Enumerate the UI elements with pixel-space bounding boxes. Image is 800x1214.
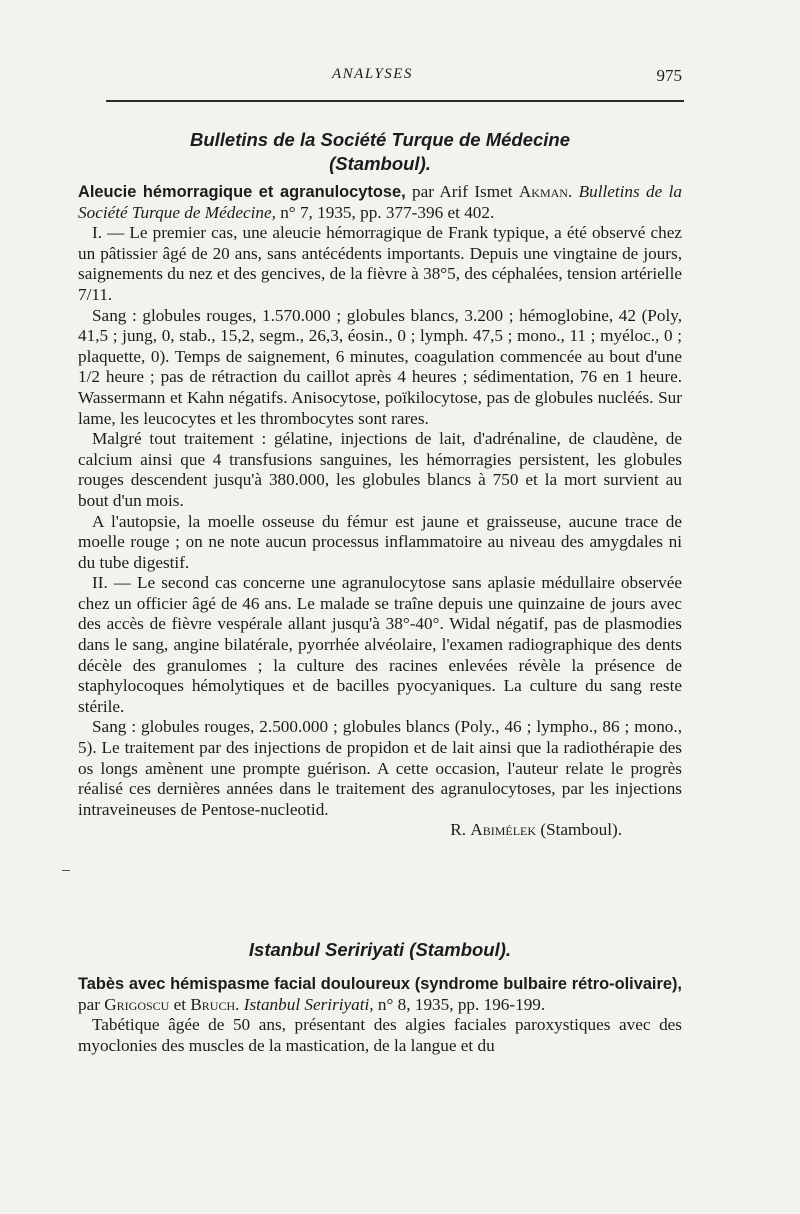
paragraph: II. — Le second cas concerne une agranulocytose sans aplasie médullaire observée chez un officier âgé de 46 ans. Le malade se traîne depuis une quinzaine de jours avec des accès de fièvre vespérale allant jusqu'à 38°-40°. Widal négatif, pas de plasmodies dans le sang, angine bilatérale, pyorrhée alvéolaire, l'examen radiographique des dents décèle des granulomes ; la culture des racines enlevées révèle la présence de staphylocoques hémolytiques et de bacilles pyocyaniques. La culture du sang reste stérile. xyxy=(78,573,682,716)
paragraph: Sang : globules rouges, 1.570.000 ; globules blancs, 3.200 ; hémoglobine, 42 (Poly, 41,5 ; jung, 0, stab., 15,2, segm., 26,3, éosin., 0 ; lymph. 47,5 ; mono., 11 ; myéloc., 0 ; plaquette, 0). Temps de saignement, 6 minutes, coagulation commencée au bout d'une 1/2 heure ; pas de rétraction du caillot après 4 heures ; sédimentation, 76 en 1 heure. Wassermann et Kahn négatifs. Anisocytose, poïkilocytose, pas de globules nucléés. Sur lame, les leucocytes et les thrombocytes sont rares. xyxy=(78,305,682,428)
page-number: 975 xyxy=(656,66,682,85)
article-block-1 xyxy=(78,182,682,841)
section-title-line-2: (Stamboul). xyxy=(329,153,431,174)
paragraph: A l'autopsie, la moelle osseuse du fémur est jaune et graisseuse, aucune trace de moelle rouge ; on ne note aucun processus inflammatoire au niveau des amygdales ni du tube digestif. xyxy=(78,511,682,572)
section-title-bulletins xyxy=(78,128,682,176)
article-citation: n° 7, 1935, pp. 377-396 et 402. xyxy=(280,202,495,222)
article-heading-2 xyxy=(78,974,682,1015)
signature-name: Abimélek xyxy=(470,820,537,840)
article-journal: Bulletins de la Société Turque de Médecine, xyxy=(78,182,682,222)
article-citation: n° 8, 1935, pp. 196-199. xyxy=(377,994,546,1014)
signature-initial: R. xyxy=(450,820,467,840)
signature xyxy=(78,820,682,841)
article-and: et xyxy=(173,994,187,1014)
margin-mark xyxy=(62,870,70,871)
paragraph: Malgré tout traitement : gélatine, injections de lait, d'adrénaline, de claudène, de calcium ainsi que 4 transfusions sanguines, les hémorragies persistent, les globules rouges descendent jusqu'à 380.000, les globules blancs à 750 et la mort survient au bout d'un mois. xyxy=(78,429,682,510)
signature-place: (Stamboul). xyxy=(540,820,622,840)
article-title: Aleucie hémorragique et agranulocytose, xyxy=(78,183,406,201)
article-block-2 xyxy=(78,974,682,1056)
section-title-istanbul: Istanbul Seririyati (Stamboul). xyxy=(248,939,512,960)
article-author-2: Bruch. xyxy=(190,994,240,1014)
running-head xyxy=(78,66,682,92)
article-by: par Arif Ismet xyxy=(412,182,513,201)
running-head-title: ANALYSES xyxy=(332,66,413,82)
article-journal: Istanbul Seririyati, xyxy=(243,994,374,1014)
header-rule xyxy=(106,100,684,102)
paragraph: I. — Le premier cas, une aleucie hémorragique de Frank typique, a été observé chez un pâtissier âgé de 20 ans, sans antécédents importants. Depuis une vingtaine de jours, saignements du nez et des gencives, de la fièvre à 38°5, des céphalées, tension artérielle 7/11. xyxy=(78,223,682,304)
article-title: Tabès avec hémispasme facial douloureux (syndrome bulbaire rétro-olivaire), xyxy=(78,975,682,993)
article-author-1: Grigoscu xyxy=(104,994,170,1014)
article-heading-1 xyxy=(78,182,682,223)
section-title-line-1: Bulletins de la Société Turque de Médecine xyxy=(189,129,571,150)
article-by: par xyxy=(78,994,100,1014)
paragraph: Sang : globules rouges, 2.500.000 ; globules blancs (Poly., 46 ; lympho., 86 ; mono., 5). Le traitement par des injections de propidon et de lait ainsi que la radiothérapie des os longs amènent une prompte guérison. A cette occasion, l'auteur relate le progrès réalisé ces dernières années dans le traitement des agranulocytoses, par les injections intraveineuses de Pentose-nucleotid. xyxy=(78,717,682,819)
article-author: Akman. xyxy=(518,182,573,201)
paragraph: Tabétique âgée de 50 ans, présentant des algies faciales paroxystiques avec des myoclonies des muscles de la mastication, de la langue et du xyxy=(78,1015,682,1055)
